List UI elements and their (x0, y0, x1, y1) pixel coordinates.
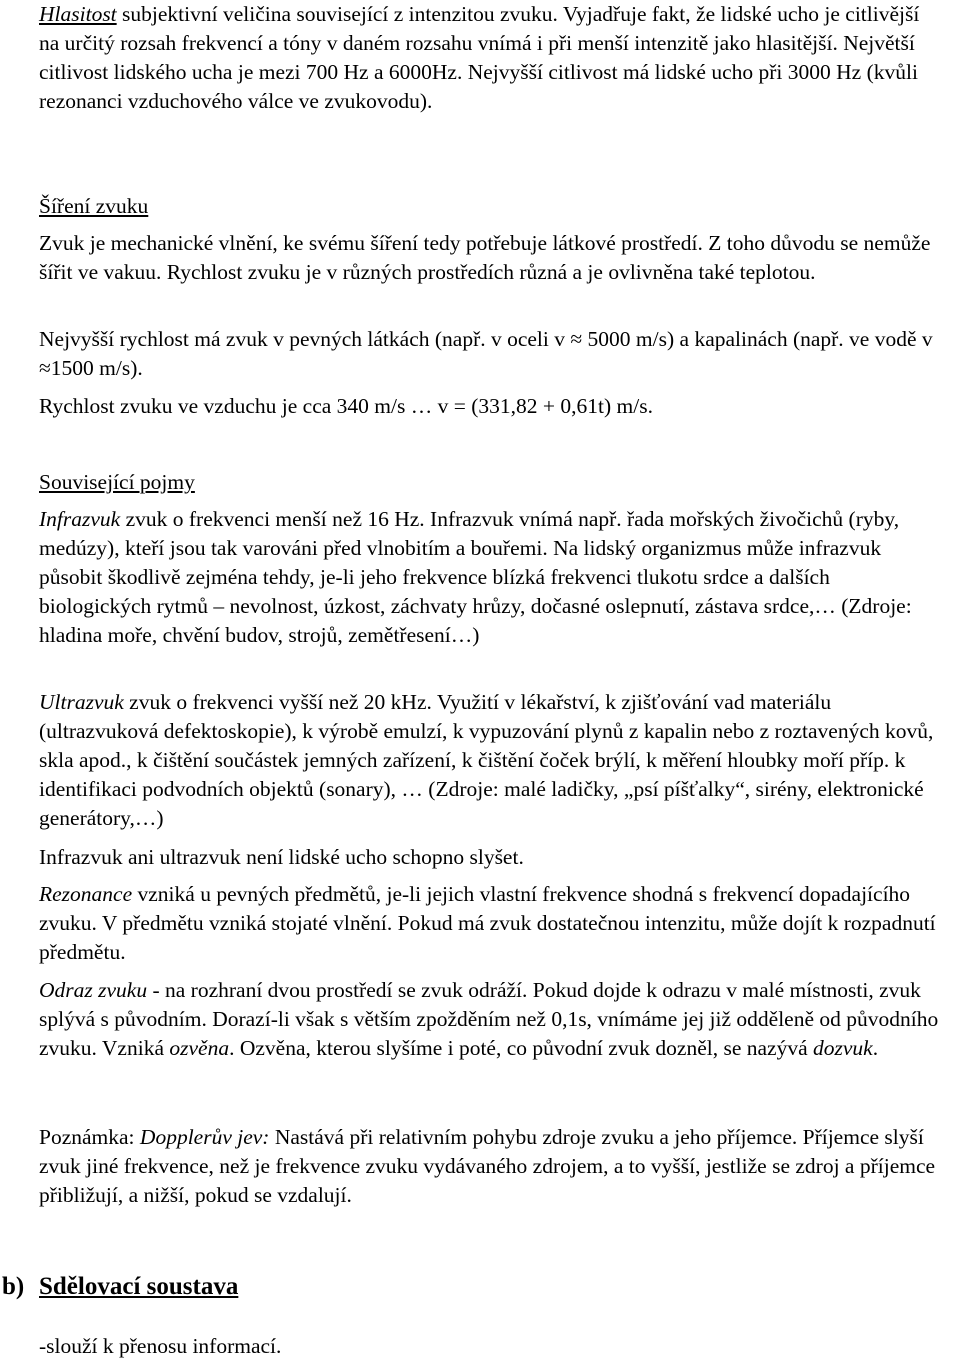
ultrazvuk-text: zvuk o frekvenci vyšší než 20 kHz. Využití v lékařství, k zjišťování vad materiálu (ultrazvuková defektoskopie), k výrobě emulzí, k vypuzování plynů z kapalin nebo z roztavených kovů, skla apod., k čištění součástek jemných zařízení, k čištění čoček brýlí, k měření hloubky moří příp. k identifikaci podvodních objektů (sonary), … (Zdroje: malé ladičky, „psí píšťalky“, sirény, elektronické generátory,…) (39, 690, 934, 830)
heading-souvisejici-pojmy: Související pojmy (39, 470, 195, 494)
doppler-text: Nastává při relativním pohybu zdroje zvuku a jeho příjemce. Příjemce slyší zvuk jiné frekvence, než je frekvence zvuku vydávaného zdrojem, a to vyšší, jestliže se zdroj a příjemce přibližují, a nižší, pokud se vzdalují. (39, 1125, 936, 1207)
note-label: Poznámka: (39, 1125, 140, 1149)
section-letter: b) (2, 1273, 25, 1300)
heading-section-b (2, 1270, 238, 1304)
hlasitost-text: subjektivní veličina související z intenzitou zvuku. Vyjadřuje fakt, že lidské ucho je citlivější na určitý rozsah frekvencí a tóny v daném rozsahu vnímá i při menší intenzitě jako hlasitější. Největší citlivost lidského ucha je mezi 700 Hz a 6000Hz. Nejvyšší citlivost má lidské ucho při 3000 Hz (kvůli rezonanci vzduchového válce ve zvukovodu). (39, 2, 920, 113)
odraz-text-1: - na rozhraní dvou prostředí se zvuk odráží. Pokud dojde k odrazu v malé místnosti, zvuk splývá s původním. Dorazí-li však s větším zpožděním než 0,1s, vnímáme jej již odděleně od původního zvuku. Vzniká (39, 978, 939, 1060)
heading-sireni-zvuku: Šíření zvuku (39, 194, 149, 218)
paragraph-rezonance (39, 880, 939, 967)
term-odraz-zvuku: Odraz zvuku (39, 978, 148, 1002)
term-hlasitost: Hlasitost (39, 2, 117, 26)
term-infrazvuk: Infrazvuk (39, 507, 121, 531)
paragraph-section-b: -slouží k přenosu informací. (39, 1334, 282, 1358)
term-ultrazvuk: Ultrazvuk (39, 690, 124, 714)
paragraph-infrazvuk (39, 505, 939, 650)
paragraph-hlasitost (39, 0, 939, 116)
paragraph-ultrazvuk (39, 688, 939, 833)
rezonance-text: vzniká u pevných předmětů, je-li jejich vlastní frekvence shodná s frekvencí dopadajícího zvuku. V předmětu vzniká stojaté vlnění. Pokud má zvuk dostatečnou intenzitu, může dojít k rozpadnutí předmětu. (39, 882, 936, 964)
term-doppler: Dopplerův jev: (139, 1125, 270, 1149)
term-dozvuk: dozvuk (813, 1036, 873, 1060)
paragraph-sireni-3: Rychlost zvuku ve vzduchu je cca 340 m/s … v = (331,82 + 0,61t) m/s. (39, 394, 653, 418)
infrazvuk-text: zvuk o frekvenci menší než 16 Hz. Infrazvuk vnímá např. řada mořských živočichů (ryby, medúzy), kteří jsou tak varováni před vlnobitím a bouřemi. Na lidský organizmus může infrazvuk působit škodlivě zejména tehdy, je-li jeho frekvence blízká frekvenci tlukotu srdce a dalších biologických rytmů – nevolnost, úzkost, záchvaty hrůzy, dočasné oslepnutí, zástava srdce,… (Zdroje: hladina moře, chvění budov, strojů, zemětřesení…) (39, 507, 912, 647)
odraz-text-2: . Ozvěna, kterou slyšíme i poté, co původní zvuk dozněl, se nazývá (229, 1036, 814, 1060)
paragraph-doppler (39, 1123, 939, 1210)
term-ozvena: ozvěna (169, 1036, 230, 1060)
term-rezonance: Rezonance (39, 882, 133, 906)
paragraph-neither: Infrazvuk ani ultrazvuk není lidské ucho schopno slyšet. (39, 845, 524, 869)
odraz-text-3: . (872, 1036, 879, 1060)
paragraph-sireni-1: Zvuk je mechanické vlnění, ke svému šíření tedy potřebuje látkové prostředí. Z toho důvodu se nemůže šířit ve vakuu. Rychlost zvuku je v různých prostředích různá a je ovlivněna také teplotou. (39, 231, 931, 284)
paragraph-sireni-2: Nejvyšší rychlost má zvuk v pevných látkách (např. v oceli v ≈ 5000 m/s) a kapalinách (např. ve vodě v ≈1500 m/s). (39, 327, 933, 380)
section-title: Sdělovací soustava (39, 1273, 239, 1300)
paragraph-odraz (39, 976, 939, 1063)
